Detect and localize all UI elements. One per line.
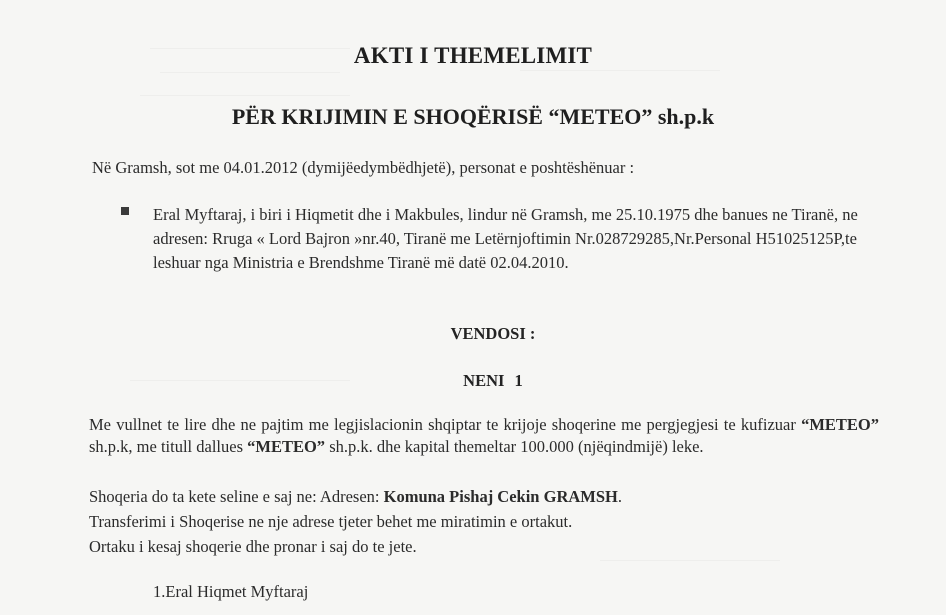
- intro-paragraph: Në Gramsh, sot me 04.01.2012 (dymijëedymbëdhjetë), personat e poshtëshënuar :: [92, 158, 635, 177]
- decides-heading: VENDOSI :: [450, 324, 536, 343]
- para-text: Me vullnet te lire dhe ne pajtim me legjislacionin shqiptar te krijoje shoqerine me pergjegjesi te kufizuar: [89, 415, 802, 434]
- partner-line: Ortaku i kesaj shoqerie dhe pronar i saj do te jete.: [89, 537, 417, 556]
- seat-line: [89, 487, 622, 507]
- transfer-line: Transferimi i Shoqerise ne nje adrese tjeter behet me miratimin e ortakut.: [89, 512, 573, 531]
- article-heading: NENI 1: [463, 371, 523, 390]
- founder-details: Eral Myftaraj, i biri i Hiqmetit dhe i Makbules, lindur në Gramsh, me 25.10.1975 dhe banues ne Tiranë, ne adresen: Rruga « Lord Bajron »nr.40, Tiranë me Letërnjoftimin Nr.028729285,Nr.Personal H51025125P,te leshuar nga Ministria e Brendshme Tiranë më datë 02.04.2010.: [153, 205, 858, 272]
- para-text: sh.p.k. dhe kapital themeltar 100.000 (njëqindmijë) leke.: [325, 436, 704, 456]
- bullet-marker: [121, 207, 129, 215]
- partner-list-item: 1.Eral Hiqmet Myftaraj: [153, 582, 309, 601]
- article-paragraph: [89, 414, 879, 457]
- company-name: “METEO”: [801, 415, 879, 434]
- document-subtitle: PËR KRIJIMIN E SHOQËRISË “METEO” sh.p.k: [231, 104, 715, 129]
- seat-end: .: [617, 487, 622, 506]
- seat-address: Komuna Pishaj Cekin GRAMSH: [383, 487, 618, 506]
- para-text: sh.p.k, me titull dallues: [89, 436, 248, 456]
- document-title: AKTI I THEMELIMIT: [353, 43, 593, 68]
- company-name: “METEO”: [247, 436, 326, 456]
- seat-text: Shoqeria do ta kete seline e saj ne: Adresen:: [89, 487, 384, 506]
